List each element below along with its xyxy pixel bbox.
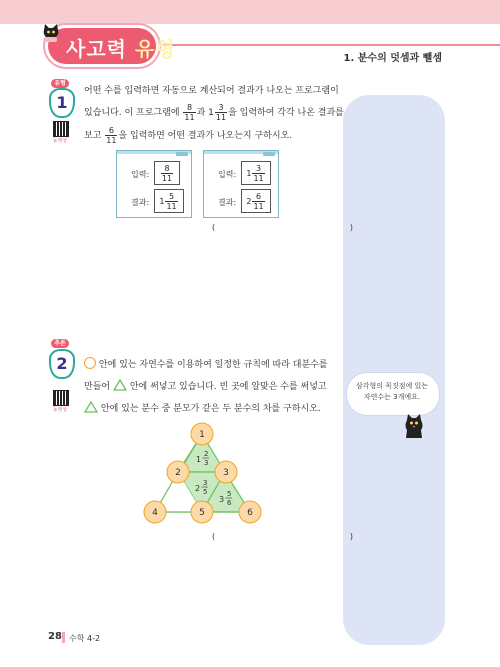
question-number: 1 bbox=[49, 88, 75, 118]
fraction: $\frac{6}{11}$ bbox=[106, 126, 117, 145]
book-title: 수학 4-2 bbox=[69, 634, 101, 643]
question-tag: 추론 bbox=[51, 339, 69, 348]
qr-code-icon[interactable] bbox=[53, 121, 69, 137]
number-circle bbox=[191, 423, 213, 445]
question-number: 2 bbox=[49, 349, 75, 379]
svg-text:2: 2 bbox=[195, 484, 201, 493]
video-label: 동영상 bbox=[52, 138, 68, 144]
svg-text:5: 5 bbox=[199, 508, 205, 518]
triangle-icon bbox=[84, 401, 98, 413]
video-label: 동영상 bbox=[52, 407, 68, 413]
qr-code-icon[interactable] bbox=[53, 390, 69, 406]
section-title: 사고력 유형 bbox=[66, 37, 176, 61]
question-text-line: 만들어 안에 써넣고 있습니다. 빈 곳에 알맞은 수를 써넣고 bbox=[84, 376, 327, 398]
program-box bbox=[116, 150, 192, 218]
result-value: 2 $\frac{6}{11}$ bbox=[241, 189, 271, 213]
page-number: 28 bbox=[48, 631, 62, 642]
triangle-icon bbox=[113, 379, 127, 391]
question-text-line: 보고 $\frac{6}{11}$ 을 입력하면 어떤 결과가 나오는지 구하시오. bbox=[84, 126, 293, 145]
input-value: 1 $\frac{3}{11}$ bbox=[241, 161, 271, 185]
result-value: 1 $\frac{5}{11}$ bbox=[154, 189, 184, 213]
svg-text:1: 1 bbox=[196, 455, 202, 464]
svg-text:5: 5 bbox=[227, 490, 232, 498]
svg-text:5: 5 bbox=[203, 488, 208, 496]
number-circle bbox=[167, 461, 189, 483]
hint-text: 삼각형의 꼭짓점에 있는 자연수는 3개예요. bbox=[355, 382, 429, 401]
chapter-title: 1. 분수의 덧셈과 뺄셈 bbox=[343, 53, 442, 64]
fraction: $\frac{8}{11}$ bbox=[184, 103, 195, 122]
svg-text:3: 3 bbox=[223, 468, 229, 478]
svg-text:4: 4 bbox=[152, 508, 158, 518]
input-value: $\frac{8}{11}$ bbox=[154, 161, 180, 185]
fraction: $\frac{3}{11}$ bbox=[215, 103, 227, 122]
header-band bbox=[0, 0, 500, 24]
answer-blank[interactable]: ( ) bbox=[212, 532, 354, 541]
input-label: 입력: bbox=[218, 170, 237, 179]
result-label: 결과: bbox=[218, 198, 237, 207]
number-circle bbox=[191, 501, 213, 523]
svg-text:1: 1 bbox=[199, 430, 205, 440]
svg-text:2: 2 bbox=[175, 468, 181, 478]
result-label: 결과: bbox=[131, 198, 150, 207]
number-circle bbox=[239, 501, 261, 523]
svg-text:6: 6 bbox=[247, 508, 253, 518]
footer-divider bbox=[62, 632, 65, 643]
answer-blank[interactable]: ( ) bbox=[212, 223, 354, 232]
number-circle bbox=[144, 501, 166, 523]
svg-text:3: 3 bbox=[203, 479, 208, 487]
cat-mascot-icon bbox=[40, 22, 62, 44]
sidebar-panel bbox=[343, 95, 445, 645]
header-rule bbox=[135, 44, 500, 46]
question-tag: 유형 bbox=[51, 79, 69, 88]
svg-text:3: 3 bbox=[204, 459, 209, 467]
program-box bbox=[203, 150, 279, 218]
svg-text:6: 6 bbox=[227, 499, 232, 507]
number-circle bbox=[215, 461, 237, 483]
number-triangle-diagram bbox=[140, 420, 270, 528]
question-text-line: 어떤 수를 입력하면 자동으로 계산되어 결과가 나오는 프로그램이 bbox=[84, 86, 339, 96]
question-text-line: 안에 있는 분수 중 분모가 같은 두 분수의 차를 구하시오. bbox=[84, 398, 321, 420]
question-text-line: 있습니다. 이 프로그램에 $\frac{8}{11}$ 과 1 $\frac{3}{11}$ 을 입력하여 각각 나온 결과를 bbox=[84, 103, 344, 122]
svg-text:3: 3 bbox=[219, 495, 225, 504]
svg-text:2: 2 bbox=[204, 450, 209, 458]
question-text-line: 안에 있는 자연수를 이용하여 일정한 규칙에 따라 대분수를 bbox=[84, 354, 328, 376]
cat-mascot-icon bbox=[402, 414, 426, 440]
input-label: 입력: bbox=[131, 170, 150, 179]
circle-icon bbox=[84, 357, 96, 369]
